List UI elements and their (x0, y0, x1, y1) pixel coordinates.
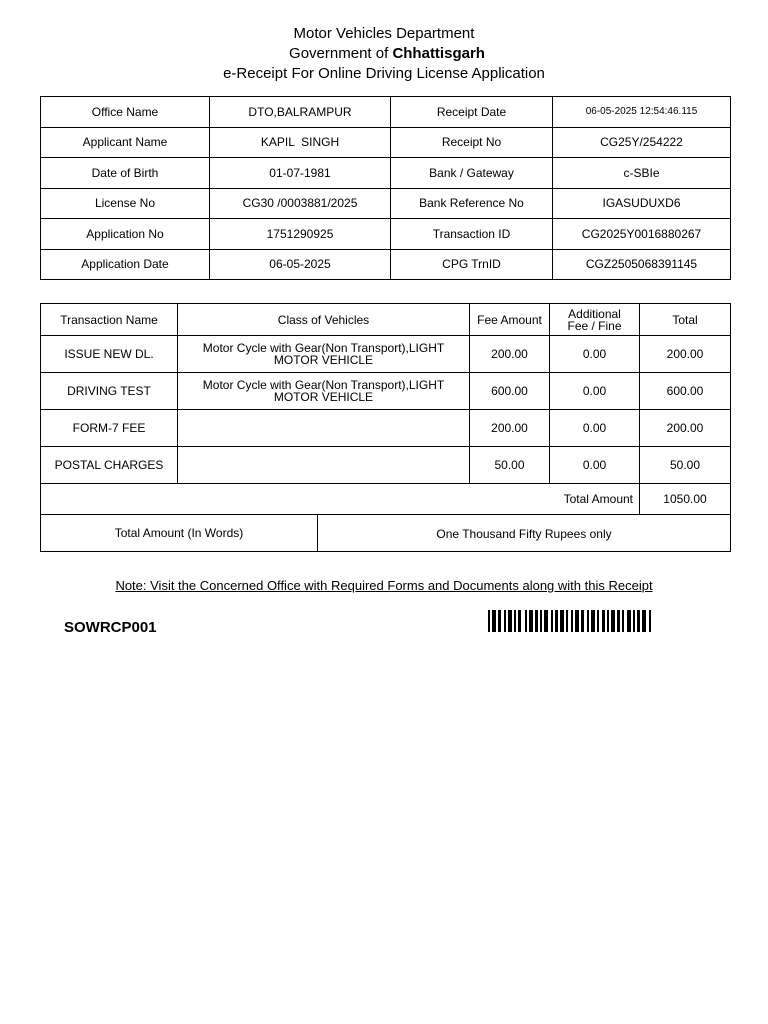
additional-fee: 0.00 (550, 336, 640, 373)
info-row (41, 97, 731, 128)
col-class-of-vehicles: Class of Vehicles (178, 304, 470, 336)
application-date-label: Application Date (41, 249, 210, 280)
additional-fee: 0.00 (550, 410, 640, 447)
dob-label: Date of Birth (41, 158, 210, 189)
transaction-name: DRIVING TEST (41, 373, 178, 410)
receipt-header (0, 24, 768, 84)
fee-table (40, 303, 731, 552)
state-name: Chhattisgarh (392, 45, 485, 62)
license-no-value: CG30 /0003881/2025 (210, 188, 391, 219)
info-row (41, 158, 731, 189)
transaction-name: POSTAL CHARGES (41, 447, 178, 484)
fee-row (41, 447, 731, 484)
vehicle-class: Motor Cycle with Gear(Non Transport),LIGHT MOTOR VEHICLE (178, 373, 470, 410)
office-name-value: DTO,BALRAMPUR (210, 97, 391, 128)
row-total: 200.00 (640, 336, 731, 373)
government-line (0, 44, 768, 64)
cpg-trnid-label: CPG TrnID (391, 249, 553, 280)
transaction-id-label: Transaction ID (391, 219, 553, 250)
fee-row (41, 373, 731, 410)
receipt-title: e-Receipt For Online Driving License Application (223, 65, 545, 82)
col-additional-fee: Additional Fee / Fine (550, 304, 640, 336)
col-fee-amount: Fee Amount (470, 304, 550, 336)
info-row (41, 219, 731, 250)
transaction-name: ISSUE NEW DL. (41, 336, 178, 373)
info-row (41, 188, 731, 219)
fee-row (41, 410, 731, 447)
vehicle-class (178, 410, 470, 447)
applicant-info-table (40, 96, 731, 280)
bank-reference-value: IGASUDUXD6 (553, 188, 731, 219)
government-prefix: Government of (289, 45, 389, 62)
fee-table-header (41, 304, 731, 336)
col-transaction-name: Transaction Name (41, 304, 178, 336)
total-amount-value: 1050.00 (640, 484, 731, 515)
fee-amount: 600.00 (470, 373, 550, 410)
cpg-trnid-value: CGZ2505068391145 (553, 249, 731, 280)
applicant-name-value: KAPIL SINGH (210, 127, 391, 158)
receipt-no-value: CG25Y/254222 (553, 127, 731, 158)
application-date-value: 06-05-2025 (210, 249, 391, 280)
amount-in-words-row (41, 515, 731, 552)
fee-amount: 200.00 (470, 336, 550, 373)
fee-row (41, 336, 731, 373)
col-total: Total (640, 304, 731, 336)
department-title: Motor Vehicles Department (293, 25, 475, 42)
amount-in-words-value: One Thousand Fifty Rupees only (436, 527, 612, 541)
application-no-label: Application No (41, 219, 210, 250)
row-total: 200.00 (640, 410, 731, 447)
office-name-label: Office Name (41, 97, 210, 128)
total-amount-row (41, 484, 731, 515)
bank-gateway-label: Bank / Gateway (391, 158, 553, 189)
receipt-date-value: 06-05-2025 12:54:46.115 (553, 97, 731, 128)
amount-in-words-label: Total Amount (In Words) (41, 515, 318, 551)
bank-reference-label: Bank Reference No (391, 188, 553, 219)
fee-amount: 200.00 (470, 410, 550, 447)
bank-gateway-value: c-SBIe (553, 158, 731, 189)
additional-fee: 0.00 (550, 447, 640, 484)
license-no-label: License No (41, 188, 210, 219)
fee-amount: 50.00 (470, 447, 550, 484)
applicant-name-label: Applicant Name (41, 127, 210, 158)
vehicle-class: Motor Cycle with Gear(Non Transport),LIGHT MOTOR VEHICLE (178, 336, 470, 373)
receipt-note: Note: Visit the Concerned Office with Required Forms and Documents along with this Receipt (115, 578, 653, 593)
info-row (41, 127, 731, 158)
total-amount-label: Total Amount (41, 484, 640, 515)
application-no-value: 1751290925 (210, 219, 391, 250)
row-total: 600.00 (640, 373, 731, 410)
row-total: 50.00 (640, 447, 731, 484)
dob-value: 01-07-1981 (210, 158, 391, 189)
transaction-name: FORM-7 FEE (41, 410, 178, 447)
info-row (41, 249, 731, 280)
receipt-no-label: Receipt No (391, 127, 553, 158)
receipt-date-label: Receipt Date (391, 97, 553, 128)
vehicle-class (178, 447, 470, 484)
amount-in-words-cell (41, 515, 731, 552)
additional-fee: 0.00 (550, 373, 640, 410)
barcode-image (488, 610, 702, 632)
form-code: SOWRCP001 (64, 619, 157, 636)
transaction-id-value: CG2025Y0016880267 (553, 219, 731, 250)
